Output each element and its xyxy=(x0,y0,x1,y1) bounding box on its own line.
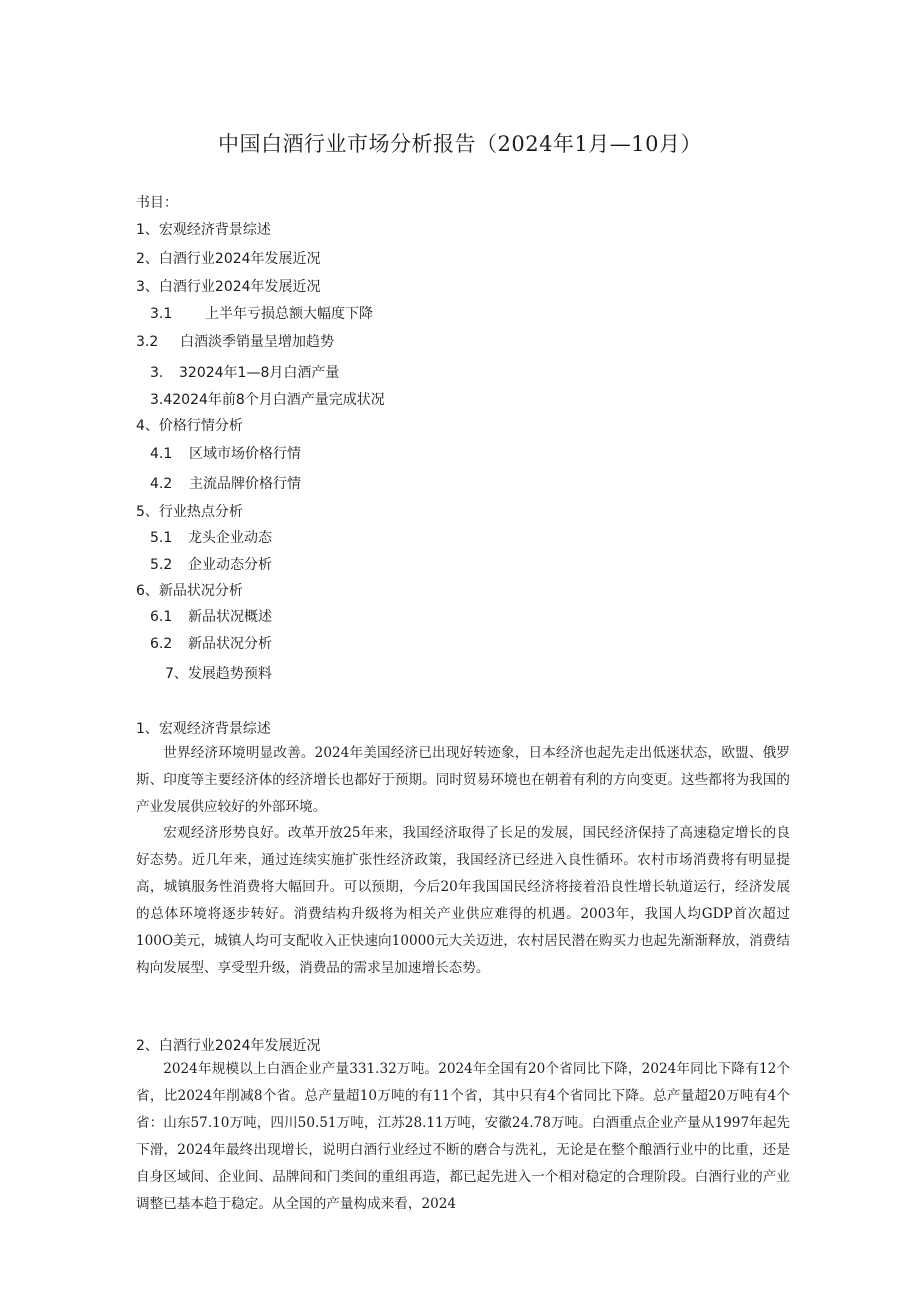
toc-item-number: 5.1 xyxy=(150,530,173,546)
toc-item-number: 7、 xyxy=(165,666,188,682)
toc-item xyxy=(165,664,272,684)
toc-item xyxy=(136,581,243,601)
toc-item-number: 3.4 xyxy=(150,392,173,408)
section-heading: 2、白酒行业2024年发展近况 xyxy=(136,1038,321,1054)
toc-heading: 书目： xyxy=(136,195,178,211)
toc-item-number: 3. xyxy=(150,365,164,381)
toc-item xyxy=(150,634,272,654)
toc-item xyxy=(150,304,373,324)
toc-item-label: 企业动态分析 xyxy=(188,557,272,573)
toc-item-number: 2、 xyxy=(136,251,159,267)
toc-item xyxy=(136,249,321,269)
toc-item xyxy=(136,416,243,436)
toc-item xyxy=(136,332,334,352)
toc-item-label: 上半年亏损总额大幅度下降 xyxy=(205,306,373,322)
toc-item-label: 发展趋势预料 xyxy=(187,666,272,682)
toc-item-number: 3.2 xyxy=(136,334,159,350)
toc-item xyxy=(150,555,272,575)
toc-item-number: 6.2 xyxy=(150,636,173,652)
toc-item-number: 6、 xyxy=(136,583,159,599)
toc-item-label: 区域市场价格行情 xyxy=(189,446,301,462)
toc-item-label: 新品状况分析 xyxy=(158,583,243,599)
toc-item-number: 5、 xyxy=(136,504,159,520)
toc-item xyxy=(150,607,272,627)
toc-item-number: 1、 xyxy=(136,222,159,238)
toc-item xyxy=(136,502,243,522)
toc-item-number: 3、 xyxy=(136,279,159,295)
section-heading: 1、宏观经济背景综述 xyxy=(136,721,271,737)
toc-item-label: 行业热点分析 xyxy=(158,504,243,520)
report-title: 中国白酒行业市场分析报告（2024年1月—10月） xyxy=(217,132,703,156)
toc-item xyxy=(136,220,271,240)
body-paragraph: 宏观经济形势良好。改革开放25年来，我国经济取得了长足的发展，国民经济保持了高速稳定增长的良好态势。近几年来，通过连续实施扩张性经济政策，我国经济已经进入良性循环。农村市场消费将有明显提高，城镇服务性消费将大幅回升。可以预期，今后20年我国国民经济将接着沿良性增长轨道运行，经济发展的总体环境将逐步转好。消费结构升级将为相关产业供应难得的机遇。2003年，我国人均GDP首次超过100O美元，城镇人均可支配收入正快速向10000元大关迈进，农村居民潜在购买力也起先渐渐释放，消费结构向发展型、享受型升级，消费品的需求呈加速增长态势。 xyxy=(136,825,790,976)
toc-item xyxy=(150,444,301,464)
body-paragraph: 世界经济环境明显改善。2024年美国经济已出现好转迹象，日本经济也起先走出低迷状态，欧盟、俄罗斯、印度等主要经济体的经济增长也都好于预期。同时贸易环境也在朝着有利的方向变更。这些都将为我国的产业发展供应较好的外部环境。 xyxy=(136,745,790,815)
toc-item-label: 白酒行业2024年发展近况 xyxy=(158,251,321,267)
toc-item-label: 新品状况分析 xyxy=(188,636,272,652)
toc-item-number: 4、 xyxy=(136,418,159,434)
toc-item-label: 价格行情分析 xyxy=(158,418,243,434)
toc-item-number: 3.1 xyxy=(150,306,173,322)
toc-item-label: 32024年1—8月白酒产量 xyxy=(179,365,340,381)
toc-item-number: 4.2 xyxy=(150,476,173,492)
toc-item-label: 宏观经济背景综述 xyxy=(158,222,271,238)
toc-item xyxy=(150,363,339,383)
toc-item xyxy=(150,528,272,548)
toc-item-label: 龙头企业动态 xyxy=(188,530,272,546)
body-paragraph: 2024年规模以上白酒企业产量331.32万吨。2024年全国有20个省同比下降，2024年同比下降有12个省，比2024年削减8个省。总产量超10万吨的有11个省，其中只有4个省同比下降。总产量超20万吨有4个省：山东57.10万吨，四川50.51万吨，江苏28.11万吨，安徽24.78万吨。白酒重点企业产量从1997年起先下滑，2024年最终出现增长，说明白酒行业经过不断的磨合与洗礼，无论是在整个酿酒行业中的比重，还是自身区域间、企业间、品牌间和门类间的重组再造，都已起先进入一个相对稳定的合理阶段。白酒行业的产业调整已基本趋于稳定。从全国的产量构成来看，2024 xyxy=(136,1061,790,1212)
toc-item xyxy=(150,390,385,410)
toc-item xyxy=(136,277,321,297)
toc-item-label: 白酒行业2024年发展近况 xyxy=(158,279,321,295)
toc-item xyxy=(150,474,301,494)
toc-item-label: 新品状况概述 xyxy=(188,609,272,625)
toc-item-label: 主流品牌价格行情 xyxy=(189,476,301,492)
toc-item-number: 5.2 xyxy=(150,557,173,573)
toc-item-number: 6.1 xyxy=(150,609,173,625)
toc-item-number: 4.1 xyxy=(150,446,173,462)
toc-item-label: 白酒淡季销量呈增加趋势 xyxy=(180,334,334,350)
toc-item-label: 2024年前8个月白酒产量完成状况 xyxy=(172,392,385,408)
